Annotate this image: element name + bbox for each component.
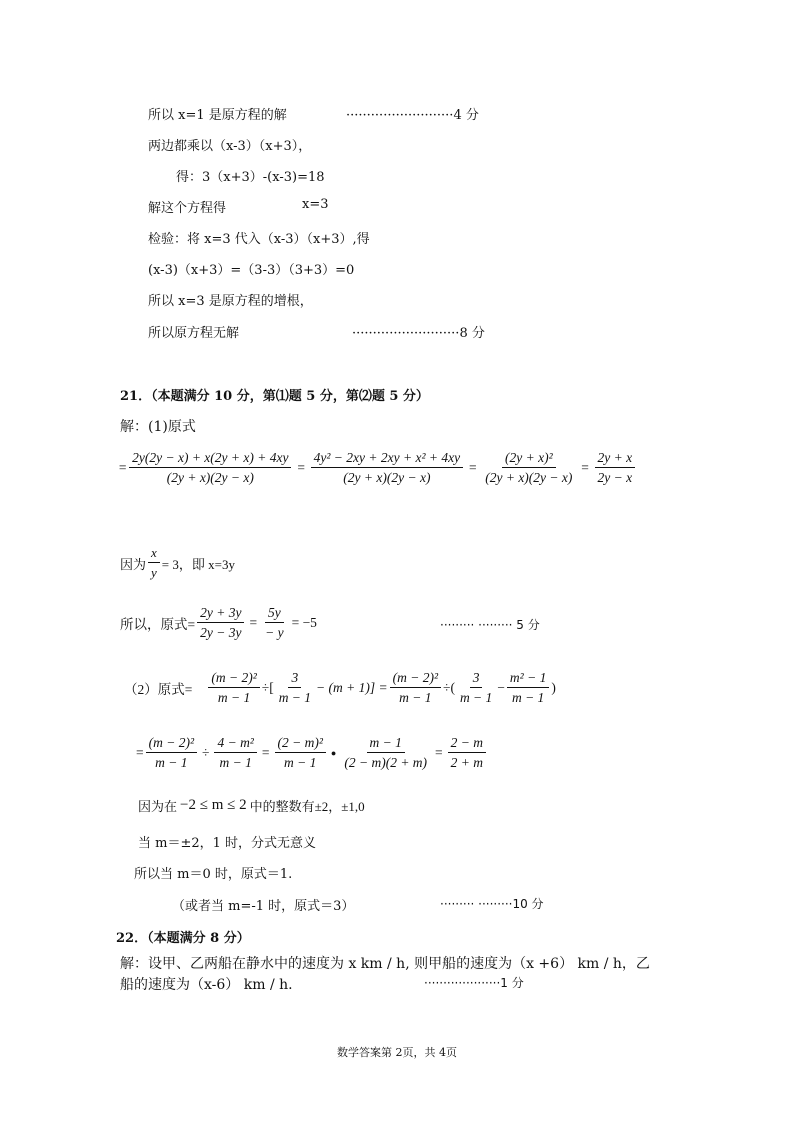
denominator: y	[151, 565, 157, 580]
fraction	[341, 735, 430, 771]
score-dots: ····················1 分	[424, 976, 524, 990]
text-line: 得：3（x+3）-(x-3)=18	[176, 170, 325, 185]
operator: − (m + 1)] =	[316, 680, 388, 695]
fraction	[390, 670, 441, 706]
operator: ÷(	[443, 680, 455, 695]
numerator: (2 − m)²	[275, 735, 326, 753]
text-line: 所以当 m＝0 时，原式＝1.	[134, 867, 293, 882]
denominator: m − 1	[217, 690, 251, 705]
denominator: m − 1	[278, 690, 312, 705]
numerator: m − 1	[367, 735, 405, 753]
fraction	[275, 735, 326, 771]
fraction	[448, 735, 486, 771]
text-line: 所以 x=3 是原方程的增根，	[148, 294, 313, 309]
numerator: 2y + 3y	[197, 605, 244, 623]
operator: ÷[	[261, 680, 274, 695]
equals-sign: =	[296, 460, 306, 475]
multiply-dot: ●	[330, 748, 337, 758]
text-line: 解：设甲、乙两船在静水中的速度为 x km / h, 则甲船的速度为（x +6） km / h，乙	[120, 956, 650, 972]
operator: −	[497, 680, 505, 695]
fraction	[595, 450, 636, 486]
text-line: （或者当 m=-1 时，原式＝3）	[172, 899, 355, 914]
numerator: (m − 2)²	[208, 670, 259, 688]
operator: ÷	[202, 745, 210, 760]
numerator: m² − 1	[507, 670, 549, 688]
text: 因为在	[138, 799, 178, 814]
part2-line-2	[136, 735, 488, 771]
numerator: 3	[288, 670, 301, 688]
text-line: 检验：将 x=3 代入（x-3）（x+3）,得	[148, 232, 370, 247]
solution-label: 解：(1)原式	[120, 419, 196, 435]
numerator: 2y(2y − x) + x(2y + x) + 4xy	[129, 450, 291, 468]
denominator: m − 1	[219, 755, 252, 770]
fraction	[457, 670, 495, 706]
numerator: 4y² − 2xy + 2xy + x² + 4xy	[311, 450, 463, 468]
because-line	[120, 545, 235, 581]
denominator: m − 1	[399, 690, 432, 705]
text-line: 所以 x=1 是原方程的解	[148, 108, 287, 123]
text-line: 所以原方程无解	[148, 326, 240, 341]
question-heading: 21．（本题满分 10 分，第⑴题 5 分，第⑵题 5 分）	[120, 389, 429, 404]
fraction	[214, 735, 256, 771]
denominator: m − 1	[459, 690, 493, 705]
text-line: (x-3)（x+3）=（3-3）（3+3）=0	[148, 263, 355, 278]
score-dots: ········· ········· 5 分	[440, 618, 540, 632]
score-dots: ········· ·········10 分	[440, 897, 544, 911]
page-footer: 数学答案第 2页，共 4页	[337, 1046, 457, 1059]
denominator: m − 1	[511, 690, 545, 705]
denominator: (2y + x)(2y − x)	[485, 470, 573, 485]
text-line: 解这个方程得	[148, 201, 227, 216]
fraction	[148, 545, 160, 581]
fraction	[262, 605, 286, 641]
fraction	[197, 605, 244, 641]
equals-sign: =	[468, 460, 478, 475]
denominator: 2y − 3y	[200, 625, 242, 640]
result: = −5	[291, 615, 317, 630]
equation-line-1	[118, 450, 637, 486]
equals-sign: =	[118, 460, 128, 475]
text: 因为	[120, 556, 147, 572]
equals-sign: =	[249, 615, 258, 630]
numerator: (m − 2)²	[146, 735, 197, 753]
part2-line-1	[124, 670, 556, 706]
fraction	[507, 670, 549, 706]
fraction	[146, 735, 197, 771]
denominator: (2y + x)(2y − x)	[166, 470, 254, 485]
numerator: 2 − m	[448, 735, 486, 753]
numerator: (m − 2)²	[390, 670, 441, 688]
denominator: 2 + m	[450, 755, 484, 770]
question-heading: 22．（本题满分 8 分）	[116, 931, 250, 946]
text: = 3，即 x=3y	[161, 556, 235, 572]
numerator: x	[148, 545, 160, 563]
denominator: m − 1	[284, 755, 317, 770]
equals-sign: =	[580, 460, 590, 475]
denominator: − y	[265, 625, 284, 640]
score-dots: ··························4 分	[346, 108, 479, 123]
fraction	[129, 450, 291, 486]
numerator: (2y + x)²	[502, 450, 556, 468]
denominator: m − 1	[155, 755, 188, 770]
inequality: −2 ≤ m ≤ 2	[180, 797, 247, 813]
text-line: 船的速度为（x-6） km / h.	[120, 977, 293, 993]
denominator: 2y − x	[597, 470, 633, 485]
equals-sign: =	[435, 745, 443, 760]
text: （2）原式=	[124, 682, 193, 697]
text-line: x=3	[302, 197, 329, 212]
equals-sign: =	[136, 745, 144, 760]
text: 所以，原式=	[120, 617, 196, 632]
so-line	[120, 605, 320, 641]
text-line: 当 m＝±2，1 时，分式无意义	[138, 836, 317, 851]
score-dots: ··························8 分	[352, 326, 485, 341]
fraction	[482, 450, 575, 486]
text: 中的整数有±2，±1,0	[249, 799, 365, 814]
text-line: 两边都乘以（x-3）（x+3），	[148, 139, 312, 154]
fraction	[311, 450, 463, 486]
fraction	[208, 670, 259, 706]
numerator: 3	[470, 670, 483, 688]
operator: )	[551, 680, 556, 695]
denominator: (2 − m)(2 + m)	[344, 755, 428, 770]
equals-sign: =	[261, 745, 270, 760]
numerator: 4 − m²	[214, 735, 256, 753]
integer-line	[138, 796, 365, 815]
denominator: (2y + x)(2y − x)	[343, 470, 431, 485]
fraction	[276, 670, 314, 706]
numerator: 2y + x	[595, 450, 636, 468]
numerator: 5y	[265, 605, 284, 623]
